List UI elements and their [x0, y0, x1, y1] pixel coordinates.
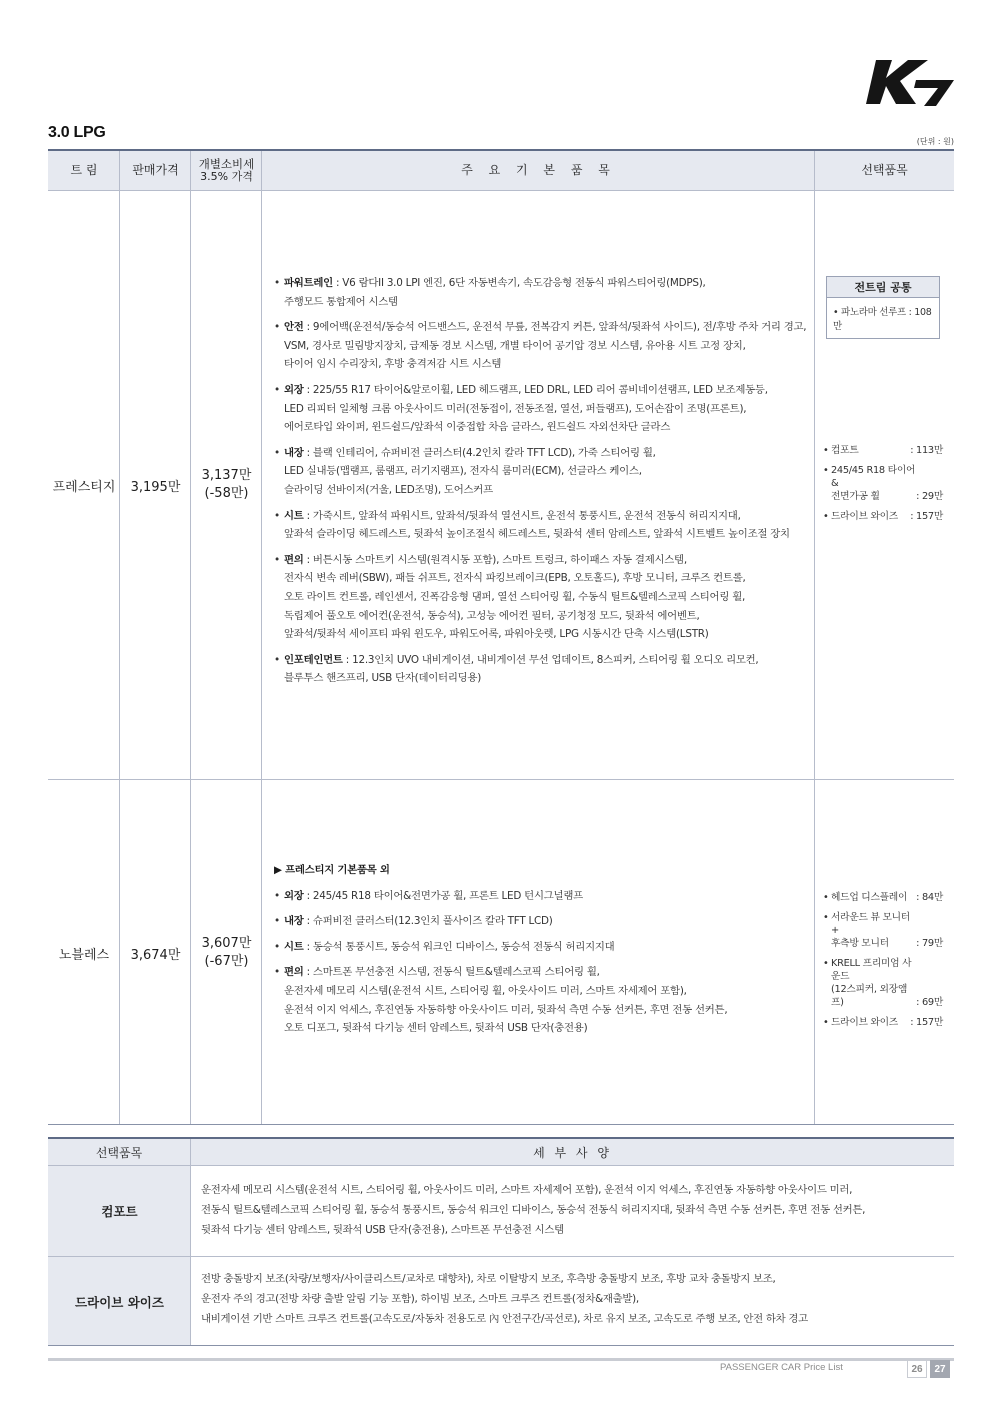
feature-item: • 시트 : 동승석 통풍시트, 동승석 워크인 디바이스, 동승석 전동식 허리지지대	[274, 938, 814, 957]
tax-price-prestige: 3,137만 (-58만)	[201, 468, 252, 501]
unit-label: (단위 : 원)	[916, 137, 954, 146]
detail-text-comfort: 운전자세 메모리 시스템(운전석 시트, 스티어링 휠, 아웃사이드 미러, 스마트 자세제어 포함), 운전석 이지 억세스, 후진연동 자동하향 아웃사이드 미러, 전동식 틸트&텔레스코픽 스티어링 휠, 동승석 통풍시트, 동승석 워크인 디바이스, 동승석 전동식 허리지지대, 뒷좌석 측면 수동 선커튼, 후면 전동 선커튼, 뒷좌석 다기능 센터 암레스트, 뒷좌석 USB 단자(충전용), 스마트폰 무선충전 시스템	[201, 1184, 866, 1236]
common-options-box	[826, 276, 940, 339]
feature-item: • 편의 : 스마트폰 무선충전 시스템, 전동식 틸트&텔레스코픽 스티어링 휠, 운전자세 메모리 시스템(운전석 시트, 스티어링 휠, 아웃사이드 미러, 스마트 자세제어 포함), 운전석 이지 억세스, 후진연동 자동하향 아웃사이드 미러, 뒷좌석 측면 수동 선커튼, 후면 전동 선커튼, 오토 디포그, 뒷좌석 다기능 센터 암레스트, 뒷좌석 USB 단자(충전용)	[274, 963, 814, 1037]
option-item: • 드라이브 와이즈 : 157만	[823, 510, 947, 523]
header-options: 선택품목	[861, 163, 908, 178]
option-item: • 드라이브 와이즈 : 157만	[823, 1016, 947, 1029]
trim-noblesse: 노블레스	[58, 947, 110, 963]
detail-name-comfort: 컴포트	[101, 1204, 138, 1219]
intro-label: ▶ 프레스티지 기본품목 외	[274, 864, 390, 876]
price-noblesse: 3,674만	[130, 947, 181, 963]
header-price: 판매가격	[132, 163, 179, 178]
feature-item: • 외장 : 245/45 R18 타이어&전면가공 휠, 프론트 LED 턴시그널램프	[274, 887, 814, 906]
option-detail-table	[48, 1137, 954, 1346]
options-noblesse	[823, 891, 947, 1036]
feature-item: • 내장 : 슈퍼비전 클러스터(12.3인치 풀사이즈 칼라 TFT LCD)	[274, 912, 814, 931]
trim-prestige: 프레스티지	[52, 479, 116, 495]
common-options-title: 전트림 공통	[827, 277, 939, 298]
header-features: 주 요 기 본 품 목	[461, 163, 616, 178]
common-option-item: • 파노라마 선루프 : 108만	[833, 307, 932, 332]
detail-text-drivewise: 전방 충돌방지 보조(차량/보행자/사이클리스트/교차로 대향차), 차로 이탈방지 보조, 후측방 충돌방지 보조, 후방 교차 충돌방지 보조, 운전자 주의 경고(전방 차량 출발 알림 기능 포함), 하이빔 보조, 스마트 크루즈 컨트롤(정차&재출발), 내비게이션 기반 스마트 크루즈 컨트롤(고속도로/자동차 전용도로 內 안전구간/곡선로), 차로 유지 보조, 고속도로 주행 보조, 안전 하차 경고	[201, 1273, 808, 1325]
detail-header-spec: 세 부 사 양	[533, 1146, 612, 1160]
footer-label: PASSENGER CAR Price List	[720, 1362, 843, 1373]
detail-header-option: 선택품목	[48, 1139, 191, 1166]
feature-item: • 내장 : 블랙 인테리어, 슈퍼비전 클러스터(4.2인치 칼라 TFT LCD), 가죽 스티어링 휠, LED 실내등(맵램프, 룸램프, 러기지램프), 전자식 룸미러(ECM), 선글라스 케이스, 슬라이딩 선바이저(거울, LED조명), 도어스커프	[274, 444, 814, 500]
option-item: • 헤드업 디스플레이 : 84만	[823, 891, 947, 904]
option-item: • KRELL 프리미엄 사운드 (12스피커, 외장앰프) : 69만	[823, 957, 947, 1009]
header-trim: 트 림	[70, 163, 98, 178]
price-prestige: 3,195만	[130, 479, 181, 495]
price-table	[48, 149, 954, 1125]
page-number-right: 27	[930, 1360, 950, 1378]
option-item: • 245/45 R18 타이어& 전면가공 휠 : 29만	[823, 464, 947, 503]
tax-price-noblesse: 3,607만 (-67만)	[201, 936, 252, 969]
option-item: • 컴포트 : 113만	[823, 444, 947, 457]
k7-logo	[866, 56, 956, 108]
feature-item: • 외장 : 225/55 R17 타이어&알로이휠, LED 헤드램프, LED DRL, LED 리어 콤비네이션램프, LED 보조제동등, LED 리피터 일체형 크롬 아웃사이드 미러(전동접이, 전동조절, 열선, 퍼들램프), 도어손잡이 조명(프론트), 에어로타입 와이퍼, 윈드쉴드/앞좌석 이중접합 차음 글라스, 윈드쉴드 자외선차단 글라스	[274, 381, 814, 437]
feature-item: • 인포테인먼트 : 12.3인치 UVO 내비게이션, 내비게이션 무선 업데이트, 8스피커, 스티어링 휠 오디오 리모컨, 블루투스 핸즈프리, USB 단자(데이터리딩용)	[274, 651, 814, 688]
options-prestige	[823, 444, 947, 530]
feature-item: • 편의 : 버튼시동 스마트키 시스템(원격시동 포함), 스마트 트렁크, 하이패스 자동 결제시스템, 전자식 변속 레버(SBW), 패들 쉬프트, 전자식 파킹브레이크(EPB, 오토홀드), 후방 모니터, 크루즈 컨트롤, 오토 라이트 컨트롤, 레인센서, 진폭감응형 댐퍼, 열선 스티어링 휠, 수동식 틸트&텔레스코픽 스티어링 휠, 독립제어 풀오토 에어컨(운전석, 동승석), 고성능 에어컨 필터, 공기청정 모드, 뒷좌석 에어벤트, 앞좌석/뒷좌석 세이프티 파워 윈도우, 파워도어록, 파워아웃렛, LPG 시동시간 단축 시스템(LSTR)	[274, 551, 814, 644]
features-prestige	[274, 274, 814, 695]
feature-item: • 시트 : 가죽시트, 앞좌석 파워시트, 앞좌석/뒷좌석 열선시트, 운전석 통풍시트, 운전석 전동식 허리지지대, 앞좌석 슬라이딩 헤드레스트, 뒷좌석 높이조절식 헤드레스트, 뒷좌석 센터 암레스트, 앞좌석 시트벨트 높이조절 장치	[274, 507, 814, 544]
feature-item: • 안전 : 9에어백(운전석/동승석 어드밴스드, 운전석 무릎, 전복감지 커튼, 앞좌석/뒷좌석 사이드), 전/후방 주차 거리 경고, VSM, 경사로 밀림방지장치, 급제동 경보 시스템, 개별 타이어 공기압 경보 시스템, 유아용 시트 고정 장치, 타이어 임시 수리장치, 후방 충격저감 시트 시스템	[274, 318, 814, 374]
section-title: 3.0 LPG	[48, 124, 106, 141]
header-tax-price: 개별소비세 3.5% 가격	[198, 157, 255, 184]
feature-item: • 파워트레인 : V6 람다II 3.0 LPI 엔진, 6단 자동변속기, 속도감응형 전동식 파워스티어링(MDPS), 주행모드 통합제어 시스템	[274, 274, 814, 311]
page-number-left: 26	[907, 1360, 927, 1378]
features-noblesse	[274, 861, 814, 1045]
detail-name-drivewise: 드라이브 와이즈	[75, 1295, 164, 1310]
option-item: • 서라운드 뷰 모니터 + 후측방 모니터 : 79만	[823, 911, 947, 950]
